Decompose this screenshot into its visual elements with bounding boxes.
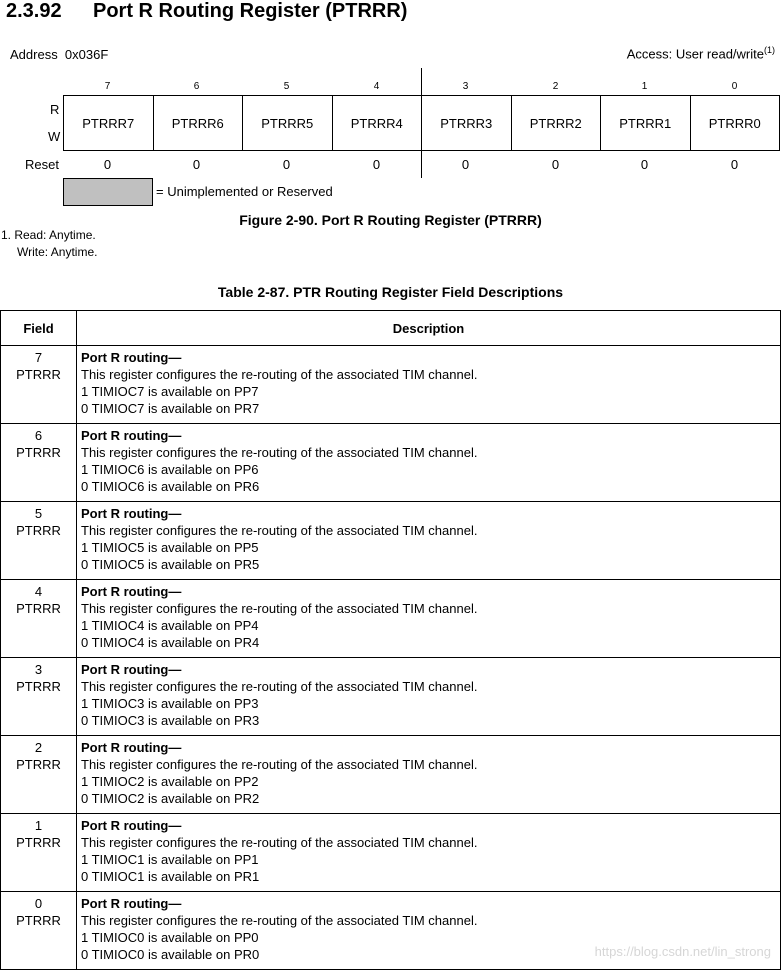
watermark: https://blog.csdn.net/lin_strong — [594, 944, 771, 959]
field-bit: 1 — [34, 818, 43, 833]
field-descriptions-table — [0, 310, 781, 970]
description-title: Port R routing— — [81, 896, 182, 911]
register-field: PTRRR7 — [64, 96, 154, 150]
description-title: Port R routing— — [81, 428, 182, 443]
description-option-1: 1 TIMIOC5 is available on PP5 — [81, 540, 259, 555]
table-row — [1, 502, 781, 580]
field-column-header: Field — [1, 311, 77, 346]
register-field: PTRRR2 — [512, 96, 602, 150]
description-cell — [77, 424, 781, 502]
footnote-read: 1. Read: Anytime. — [1, 228, 96, 242]
reset-value: 0 — [551, 157, 560, 172]
field-bit: 2 — [34, 740, 43, 755]
field-bit: 6 — [34, 428, 43, 443]
description-option-0: 0 TIMIOC4 is available on PR4 — [81, 635, 260, 650]
field-cell — [1, 346, 77, 424]
reserved-legend-text: = Unimplemented or Reserved — [156, 184, 333, 199]
description-option-1: 1 TIMIOC6 is available on PP6 — [81, 462, 259, 477]
description-cell — [77, 658, 781, 736]
field-cell — [1, 424, 77, 502]
section-number: 2.3.92 — [6, 0, 62, 22]
table-row — [1, 736, 781, 814]
access-text: Access: User read/write — [626, 46, 764, 62]
description-title: Port R routing— — [81, 584, 182, 599]
bit-number: 1 — [641, 81, 648, 92]
description-cell — [77, 346, 781, 424]
register-field: PTRRR5 — [243, 96, 333, 150]
register-diagram — [63, 95, 780, 151]
field-cell — [1, 502, 77, 580]
description-column-header: Description — [77, 311, 781, 346]
description-text: This register configures the re-routing of the associated TIM channel. — [81, 445, 478, 460]
access-info — [627, 45, 775, 61]
reset-value: 0 — [372, 157, 381, 172]
bit-number: 5 — [283, 81, 290, 92]
description-option-1: 1 TIMIOC0 is available on PP0 — [81, 930, 259, 945]
footnote-write: Write: Anytime. — [17, 245, 98, 259]
reset-label: Reset — [25, 157, 59, 172]
register-field: PTRRR6 — [154, 96, 244, 150]
field-name: PTRRR — [16, 913, 61, 928]
table-row — [1, 424, 781, 502]
table-caption: Table 2-87. PTR Routing Register Field Descriptions — [217, 284, 564, 300]
description-option-0: 0 TIMIOC1 is available on PR1 — [81, 869, 260, 884]
write-row-label: W — [48, 129, 61, 144]
description-title: Port R routing— — [81, 740, 182, 755]
description-option-0: 0 TIMIOC5 is available on PR5 — [81, 557, 260, 572]
bit-number: 2 — [552, 81, 559, 92]
reset-value: 0 — [730, 157, 739, 172]
description-option-0: 0 TIMIOC3 is available on PR3 — [81, 713, 260, 728]
register-address: Address 0x036F — [10, 47, 109, 62]
table-row — [1, 346, 781, 424]
description-option-1: 1 TIMIOC2 is available on PP2 — [81, 774, 259, 789]
field-bit: 4 — [34, 584, 43, 599]
description-text: This register configures the re-routing of the associated TIM channel. — [81, 367, 478, 382]
description-text: This register configures the re-routing of the associated TIM channel. — [81, 757, 478, 772]
field-bit: 5 — [34, 506, 43, 521]
reset-value: 0 — [461, 157, 470, 172]
description-cell — [77, 580, 781, 658]
description-text: This register configures the re-routing of the associated TIM channel. — [81, 679, 478, 694]
description-cell — [77, 502, 781, 580]
figure-caption: Figure 2-90. Port R Routing Register (PTRRR) — [239, 212, 542, 228]
description-option-0: 0 TIMIOC7 is available on PR7 — [81, 401, 260, 416]
field-bit: 7 — [34, 350, 43, 365]
field-bit: 3 — [34, 662, 43, 677]
description-text: This register configures the re-routing of the associated TIM channel. — [81, 913, 478, 928]
table-row — [1, 580, 781, 658]
description-text: This register configures the re-routing of the associated TIM channel. — [81, 835, 478, 850]
description-option-0: 0 TIMIOC6 is available on PR6 — [81, 479, 260, 494]
register-field: PTRRR3 — [422, 96, 512, 150]
field-cell — [1, 814, 77, 892]
field-name: PTRRR — [16, 523, 61, 538]
register-field: PTRRR0 — [708, 115, 761, 131]
field-name: PTRRR — [16, 445, 61, 460]
description-option-1: 1 TIMIOC3 is available on PP3 — [81, 696, 259, 711]
description-text: This register configures the re-routing of the associated TIM channel. — [81, 523, 478, 538]
table-row — [1, 814, 781, 892]
section-heading — [6, 0, 407, 23]
table-row — [1, 658, 781, 736]
register-field: PTRRR4 — [333, 96, 423, 150]
description-option-0: 0 TIMIOC2 is available on PR2 — [81, 791, 260, 806]
description-title: Port R routing— — [81, 818, 182, 833]
field-cell — [1, 736, 77, 814]
bit-number: 7 — [104, 81, 111, 92]
field-name: PTRRR — [16, 679, 61, 694]
description-option-1: 1 TIMIOC7 is available on PP7 — [81, 384, 259, 399]
reset-value: 0 — [192, 157, 201, 172]
bit-number: 6 — [193, 81, 200, 92]
description-title: Port R routing— — [81, 506, 182, 521]
description-option-0: 0 TIMIOC0 is available on PR0 — [81, 947, 260, 962]
description-option-1: 1 TIMIOC1 is available on PP1 — [81, 852, 259, 867]
access-footnote-ref: (1) — [764, 45, 775, 55]
read-row-label: R — [50, 102, 60, 117]
field-name: PTRRR — [16, 367, 61, 382]
field-cell — [1, 580, 77, 658]
reserved-legend-swatch — [63, 178, 153, 206]
register-field: PTRRR1 — [601, 96, 691, 150]
reset-value: 0 — [640, 157, 649, 172]
description-title: Port R routing— — [81, 662, 182, 677]
section-title: Port R Routing Register (PTRRR) — [93, 0, 408, 22]
description-text: This register configures the re-routing of the associated TIM channel. — [81, 601, 478, 616]
description-cell — [77, 814, 781, 892]
bit-number: 0 — [731, 81, 738, 92]
reset-value: 0 — [103, 157, 112, 172]
field-name: PTRRR — [16, 601, 61, 616]
field-cell — [1, 892, 77, 970]
field-name: PTRRR — [16, 835, 61, 850]
field-bit: 0 — [34, 896, 43, 911]
reset-value: 0 — [282, 157, 291, 172]
bit-number: 3 — [462, 81, 469, 92]
table-header-row — [1, 311, 781, 346]
field-name: PTRRR — [16, 757, 61, 772]
description-cell — [77, 736, 781, 814]
description-option-1: 1 TIMIOC4 is available on PP4 — [81, 618, 259, 633]
bit-number: 4 — [373, 81, 380, 92]
description-title: Port R routing— — [81, 350, 182, 365]
field-cell — [1, 658, 77, 736]
